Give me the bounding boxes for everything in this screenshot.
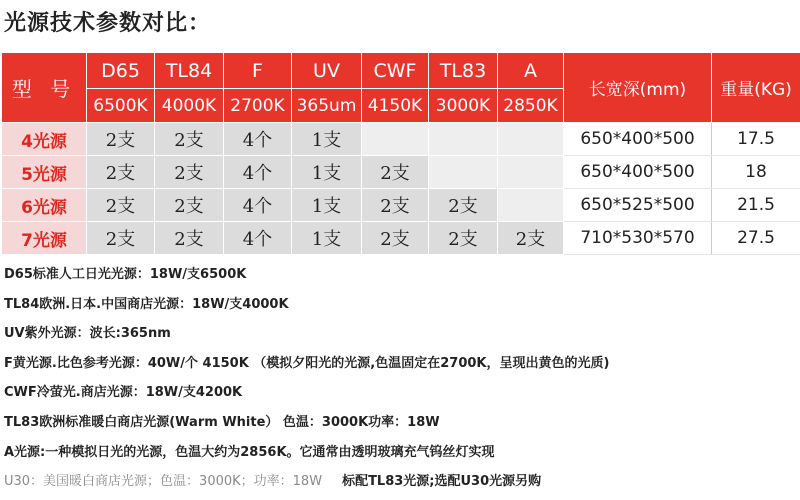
quantity-cell: 2支 bbox=[362, 156, 429, 189]
quantity-cell: 2支 bbox=[155, 123, 224, 156]
quantity-cell: 4个 bbox=[224, 156, 292, 189]
dimensions-cell: 650*400*500 bbox=[564, 156, 712, 189]
source-name-header: A bbox=[498, 53, 564, 89]
model-cell: 7光源 bbox=[2, 222, 87, 255]
note-a: A光源:一种模拟日光的光源，色温大约为2856K。它通常由透明玻璃充气钨丝灯实现 bbox=[4, 444, 495, 460]
quantity-cell: 2支 bbox=[155, 189, 224, 222]
quantity-cell bbox=[429, 156, 498, 189]
source-temp-header: 4000K bbox=[155, 89, 224, 123]
model-header: 型 号 bbox=[2, 53, 87, 123]
quantity-cell: 1支 bbox=[292, 189, 362, 222]
table-row bbox=[2, 156, 800, 189]
weight-cell: 17.5 bbox=[712, 123, 800, 156]
table-row bbox=[2, 222, 800, 255]
table-row bbox=[2, 123, 800, 156]
quantity-cell: 2支 bbox=[155, 222, 224, 255]
source-temp-header: 6500K bbox=[87, 89, 155, 123]
weight-header: 重量(KG) bbox=[712, 53, 800, 123]
spec-table bbox=[1, 52, 800, 255]
quantity-cell: 2支 bbox=[429, 189, 498, 222]
quantity-cell: 2支 bbox=[362, 189, 429, 222]
source-name-header: CWF bbox=[362, 53, 429, 89]
model-cell: 6光源 bbox=[2, 189, 87, 222]
quantity-cell: 4个 bbox=[224, 123, 292, 156]
quantity-cell: 2支 bbox=[155, 156, 224, 189]
source-temp-header: 365um bbox=[292, 89, 362, 123]
quantity-cell bbox=[429, 123, 498, 156]
spec-table-container bbox=[1, 52, 800, 255]
source-name-header: D65 bbox=[87, 53, 155, 89]
source-temp-header: 4150K bbox=[362, 89, 429, 123]
source-name-header: TL83 bbox=[429, 53, 498, 89]
dimensions-cell: 650*400*500 bbox=[564, 123, 712, 156]
quantity-cell: 2支 bbox=[429, 222, 498, 255]
quantity-cell: 1支 bbox=[292, 222, 362, 255]
dimensions-cell: 710*530*570 bbox=[564, 222, 712, 255]
model-cell: 4光源 bbox=[2, 123, 87, 156]
source-temp-header: 2850K bbox=[498, 89, 564, 123]
quantity-cell bbox=[498, 156, 564, 189]
model-cell: 5光源 bbox=[2, 156, 87, 189]
note-tl83: TL83欧洲标准暖白商店光源(Warm White） 色温：3000K功率：18W bbox=[4, 414, 440, 430]
quantity-cell: 4个 bbox=[224, 189, 292, 222]
quantity-cell: 2支 bbox=[87, 189, 155, 222]
note-cwf: CWF冷萤光.商店光源：18W/支4200K bbox=[4, 385, 243, 401]
table-row bbox=[2, 189, 800, 222]
quantity-cell bbox=[498, 189, 564, 222]
note-u30-text: U30：美国暖白商店光源；色温：3000K；功率：18W bbox=[4, 474, 323, 490]
quantity-cell bbox=[498, 123, 564, 156]
quantity-cell: 1支 bbox=[292, 156, 362, 189]
source-temp-header: 3000K bbox=[429, 89, 498, 123]
source-name-header: F bbox=[224, 53, 292, 89]
quantity-cell: 2支 bbox=[362, 222, 429, 255]
note-uv: UV紫外光源：波长:365nm bbox=[4, 326, 171, 342]
weight-cell: 27.5 bbox=[712, 222, 800, 255]
weight-cell: 18 bbox=[712, 156, 800, 189]
note-tl84: TL84欧洲.日本.中国商店光源：18W/支4000K bbox=[4, 296, 289, 312]
quantity-cell: 2支 bbox=[87, 156, 155, 189]
note-u30 bbox=[4, 475, 800, 500]
quantity-cell: 2支 bbox=[87, 123, 155, 156]
note-standard-config: 标配TL83光源;选配U30光源另购 bbox=[342, 474, 542, 490]
quantity-cell: 2支 bbox=[498, 222, 564, 255]
note-f: F黄光源.比色参考光源：40W/个 4150K （模拟夕阳光的光源,色温固定在2700K，呈现出黄色的光质) bbox=[4, 355, 610, 371]
quantity-cell bbox=[362, 123, 429, 156]
dimensions-header: 长宽深(mm) bbox=[564, 53, 712, 123]
quantity-cell: 2支 bbox=[87, 222, 155, 255]
quantity-cell: 4个 bbox=[224, 222, 292, 255]
note-d65: D65标准人工日光光源：18W/支6500K bbox=[4, 267, 247, 282]
source-name-header: TL84 bbox=[155, 53, 224, 89]
page-title: 光源技术参数对比： bbox=[4, 11, 212, 36]
header-row-sources bbox=[2, 53, 800, 89]
source-name-header: UV bbox=[292, 53, 362, 89]
quantity-cell: 1支 bbox=[292, 123, 362, 156]
notes-list bbox=[4, 268, 800, 500]
source-temp-header: 2700K bbox=[224, 89, 292, 123]
weight-cell: 21.5 bbox=[712, 189, 800, 222]
dimensions-cell: 650*525*500 bbox=[564, 189, 712, 222]
